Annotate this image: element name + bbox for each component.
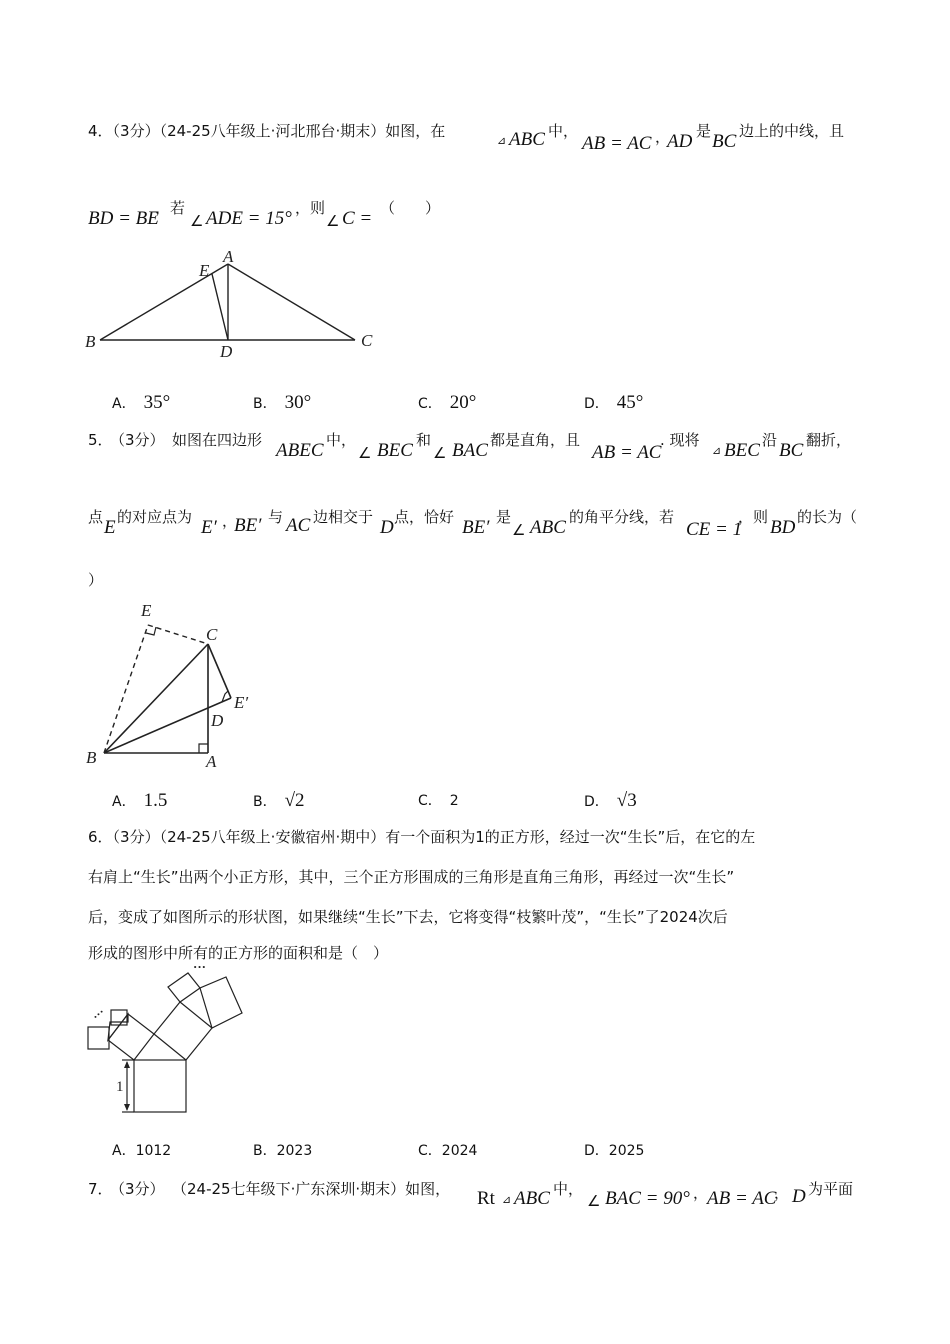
- q5-bd: BD: [770, 517, 796, 538]
- q5-changwei: 的长为（: [797, 508, 858, 526]
- q6-arrow-up-icon: [124, 1061, 130, 1068]
- q4-ze: ，则: [295, 199, 326, 217]
- q6-option-a[interactable]: [112, 1140, 171, 1160]
- q4-option-b[interactable]: [253, 392, 311, 414]
- q4-angle-icon: ∠: [190, 212, 204, 230]
- q5-be-prime-2: BE′: [462, 517, 490, 538]
- q6-option-b-label: B．: [253, 1143, 277, 1159]
- q5-edge-ec: [148, 625, 208, 644]
- q5-edge-bc: [104, 644, 208, 753]
- q6-line-4: 形成的图形中所有的正方形的面积和是（ ）: [88, 944, 389, 962]
- q4-option-d-label: D．: [584, 396, 609, 412]
- q4-option-c[interactable]: [418, 392, 476, 414]
- q5-option-c-value: 2: [449, 793, 459, 809]
- q7-triangle-icon: ⊿: [502, 1193, 512, 1206]
- q5-duiying: 的对应点为: [117, 508, 193, 526]
- q4-line1: [88, 120, 445, 141]
- q5-dian: 点: [88, 508, 104, 526]
- q5-he: 和: [416, 431, 432, 449]
- q5-abec: ABEC: [276, 440, 324, 461]
- q6-option-c-label: C．: [418, 1143, 442, 1159]
- q6-label-one: 1: [116, 1079, 124, 1095]
- q4-option-a-label: A．: [112, 396, 136, 412]
- q6-upper-square-1: [168, 973, 200, 1002]
- q4-edge-ac: [228, 264, 355, 340]
- q4-abc: ABC: [509, 129, 545, 150]
- q5-option-a[interactable]: [112, 790, 167, 812]
- q5-angle-icon-2: ∠: [433, 444, 447, 462]
- q4-label-e: E: [199, 261, 210, 280]
- q4-ab-eq-ac: AB = AC: [582, 133, 652, 154]
- q7-source: （24-25七年级下·广东深圳·期末）如图，: [172, 1180, 451, 1198]
- q5-pingfen: 的角平分线，若: [569, 508, 675, 526]
- q5-label-d: D: [211, 711, 224, 730]
- q7-comma: ，: [693, 1184, 709, 1202]
- q5-option-d-label: D．: [584, 794, 609, 810]
- q5-label-e: E: [141, 601, 152, 620]
- q4-ruo: ，若: [155, 199, 186, 217]
- q5-tri-bec: BEC: [724, 440, 760, 461]
- q4-shi: 是: [696, 122, 712, 140]
- q6-option-a-label: A．: [112, 1143, 136, 1159]
- q7-abc: ABC: [514, 1188, 550, 1209]
- q5-number: 5．: [88, 431, 113, 449]
- q5-angle-icon-1: ∠: [358, 444, 372, 462]
- q5-e-prime: E′: [201, 517, 217, 538]
- q5-bian: 边相交于: [313, 508, 374, 526]
- q5-score: （3分）: [110, 431, 165, 449]
- q4-option-a-value: 35°: [143, 392, 171, 413]
- q4-label-d: D: [220, 342, 233, 361]
- q5-angle-icon-3: ∠: [512, 521, 526, 539]
- q5-option-a-value: 1.5: [143, 790, 168, 811]
- q5-zhijiao: 都是直角，且: [490, 431, 581, 449]
- q4-option-a[interactable]: [112, 392, 170, 414]
- q4-bd-eq-be: BD = BE: [88, 208, 159, 229]
- q4-label-c: C: [361, 331, 373, 350]
- q4-score: （3分）: [112, 122, 160, 140]
- q4-mid-text: 边上的中线，且: [739, 122, 845, 140]
- q5-be-prime: BE′: [234, 515, 262, 536]
- q5-option-c-label: C．: [418, 793, 442, 809]
- q4-triangle-icon: ⊿: [497, 134, 507, 147]
- q4-c-eq: C =: [342, 208, 373, 229]
- q7-number: 7．: [88, 1180, 113, 1198]
- q5-fanzhe: 翻折，: [806, 431, 852, 449]
- q5-bac: BAC: [452, 440, 488, 461]
- q4-bc: BC: [712, 131, 737, 152]
- q5-comma-1: ，: [222, 512, 238, 530]
- q4-edge-ed: [212, 274, 228, 340]
- q6-option-c[interactable]: [418, 1140, 477, 1160]
- q5-abc: ABC: [530, 517, 566, 538]
- q5-ab-eq-ac: AB = AC: [592, 442, 662, 463]
- q6-base-square: [134, 1060, 186, 1112]
- q4-figure: [80, 245, 380, 365]
- q7-rt: Rt: [477, 1188, 495, 1209]
- q5-option-b-label: B．: [253, 794, 277, 810]
- q5-option-d[interactable]: [584, 790, 637, 812]
- q5-zhong: 中，: [326, 431, 357, 449]
- q5-label-a: A: [206, 752, 217, 771]
- q5-ac: AC: [286, 515, 311, 536]
- q4-source: （24-25八年级上·河北邢台·期末）如图，在: [159, 122, 446, 140]
- q5-right-angle-e: [146, 627, 156, 635]
- q6-dots-left: ···: [89, 1005, 108, 1024]
- q7-wei: 为平面: [808, 1180, 854, 1198]
- q4-option-c-label: C．: [418, 396, 442, 412]
- q5-yan: 沿: [762, 431, 778, 449]
- q5-figure: [80, 598, 260, 778]
- q6-left-square: [108, 1014, 154, 1060]
- q5-triangle-icon: ⊿: [712, 444, 722, 457]
- q4-option-b-label: B．: [253, 396, 277, 412]
- q6-right-square: [154, 1002, 212, 1060]
- q7-d: D: [792, 1186, 806, 1207]
- q6-line-3: 后，变成了如图所示的形状图，如果继续“生长”下去，它将变得“枝繁叶茂”，“生长”了2024次后: [88, 908, 728, 926]
- q7-comma-2: ，: [774, 1184, 790, 1202]
- q6-small-square-2: [88, 1027, 109, 1049]
- q5-shi: 是: [496, 508, 512, 526]
- q6-option-d-value: 2025: [608, 1143, 645, 1159]
- q4-option-d-value: 45°: [616, 392, 644, 413]
- q7-score: （3分）: [110, 1180, 165, 1198]
- q6-arrow-down-icon: [124, 1104, 130, 1111]
- q6-option-c-value: 2024: [441, 1143, 478, 1159]
- q6-upper-square-2: [200, 977, 242, 1028]
- q7-ab-eq-ac: AB = AC: [707, 1188, 777, 1209]
- q6-option-a-value: 1012: [135, 1143, 172, 1159]
- q5-close: ）: [88, 571, 104, 589]
- q4-option-c-value: 20°: [449, 392, 477, 413]
- q7-angle-icon: ∠: [587, 1192, 601, 1210]
- q5-bec: BEC: [377, 440, 413, 461]
- q5-xianjiang: . 现将: [660, 431, 700, 449]
- q6-option-b[interactable]: [253, 1140, 312, 1160]
- q4-comma1: ，: [655, 128, 671, 146]
- q5-e: E: [104, 517, 116, 538]
- q5-qiahao: 点，恰好: [394, 508, 455, 526]
- q5-label-b: B: [86, 748, 97, 767]
- q4-option-d[interactable]: [584, 392, 643, 414]
- q4-ade: ADE = 15°: [206, 208, 292, 229]
- q5-ce-eq: CE = 1: [686, 519, 743, 540]
- q5-option-c[interactable]: [418, 790, 459, 810]
- q6-option-b-value: 2023: [276, 1143, 313, 1159]
- q7-bac-eq: BAC = 90°: [605, 1188, 690, 1209]
- q4-ad: AD: [667, 131, 693, 152]
- q6-line-1: 6．（3分）（24-25八年级上·安徽宿州·期中）有一个面积为1的正方形，经过一次“生长”后，在它的左: [88, 828, 756, 846]
- q4-zhong: 中，: [548, 122, 579, 140]
- q6-option-d-label: D．: [584, 1143, 609, 1159]
- q4-label-b: B: [85, 332, 96, 351]
- q5-yu: 与: [268, 508, 284, 526]
- q6-figure: [80, 965, 280, 1125]
- q5-option-b[interactable]: [253, 790, 305, 812]
- q5-option-a-label: A．: [112, 794, 136, 810]
- q5-label-c: C: [206, 625, 218, 644]
- q4-label-a: A: [223, 247, 234, 266]
- q5-intro: 如图在四边形: [172, 431, 263, 449]
- q4-option-b-value: 30°: [284, 392, 312, 413]
- q5-label-e-prime: E′: [234, 693, 249, 712]
- q5-option-b-value: √2: [284, 790, 305, 811]
- q4-number: 4．: [88, 122, 113, 140]
- q5-d: D: [380, 517, 394, 538]
- q4-angle-icon-2: ∠: [326, 212, 340, 230]
- q5-option-d-value: √3: [616, 790, 637, 811]
- q7-zhong: 中，: [553, 1180, 584, 1198]
- q5-edge-be: [104, 625, 148, 753]
- q5-bc: BC: [779, 440, 804, 461]
- q6-line-2: 右肩上“生长”出两个小正方形，其中，三个正方形围成的三角形是直角三角形，再经过一次“生长”: [88, 868, 735, 886]
- q6-dots-top: ···: [193, 965, 207, 974]
- q6-option-d[interactable]: [584, 1140, 644, 1160]
- q5-edge-ce-prime: [208, 644, 231, 698]
- q4-paren: （ ）: [380, 199, 441, 217]
- q5-ze: ，则: [738, 508, 769, 526]
